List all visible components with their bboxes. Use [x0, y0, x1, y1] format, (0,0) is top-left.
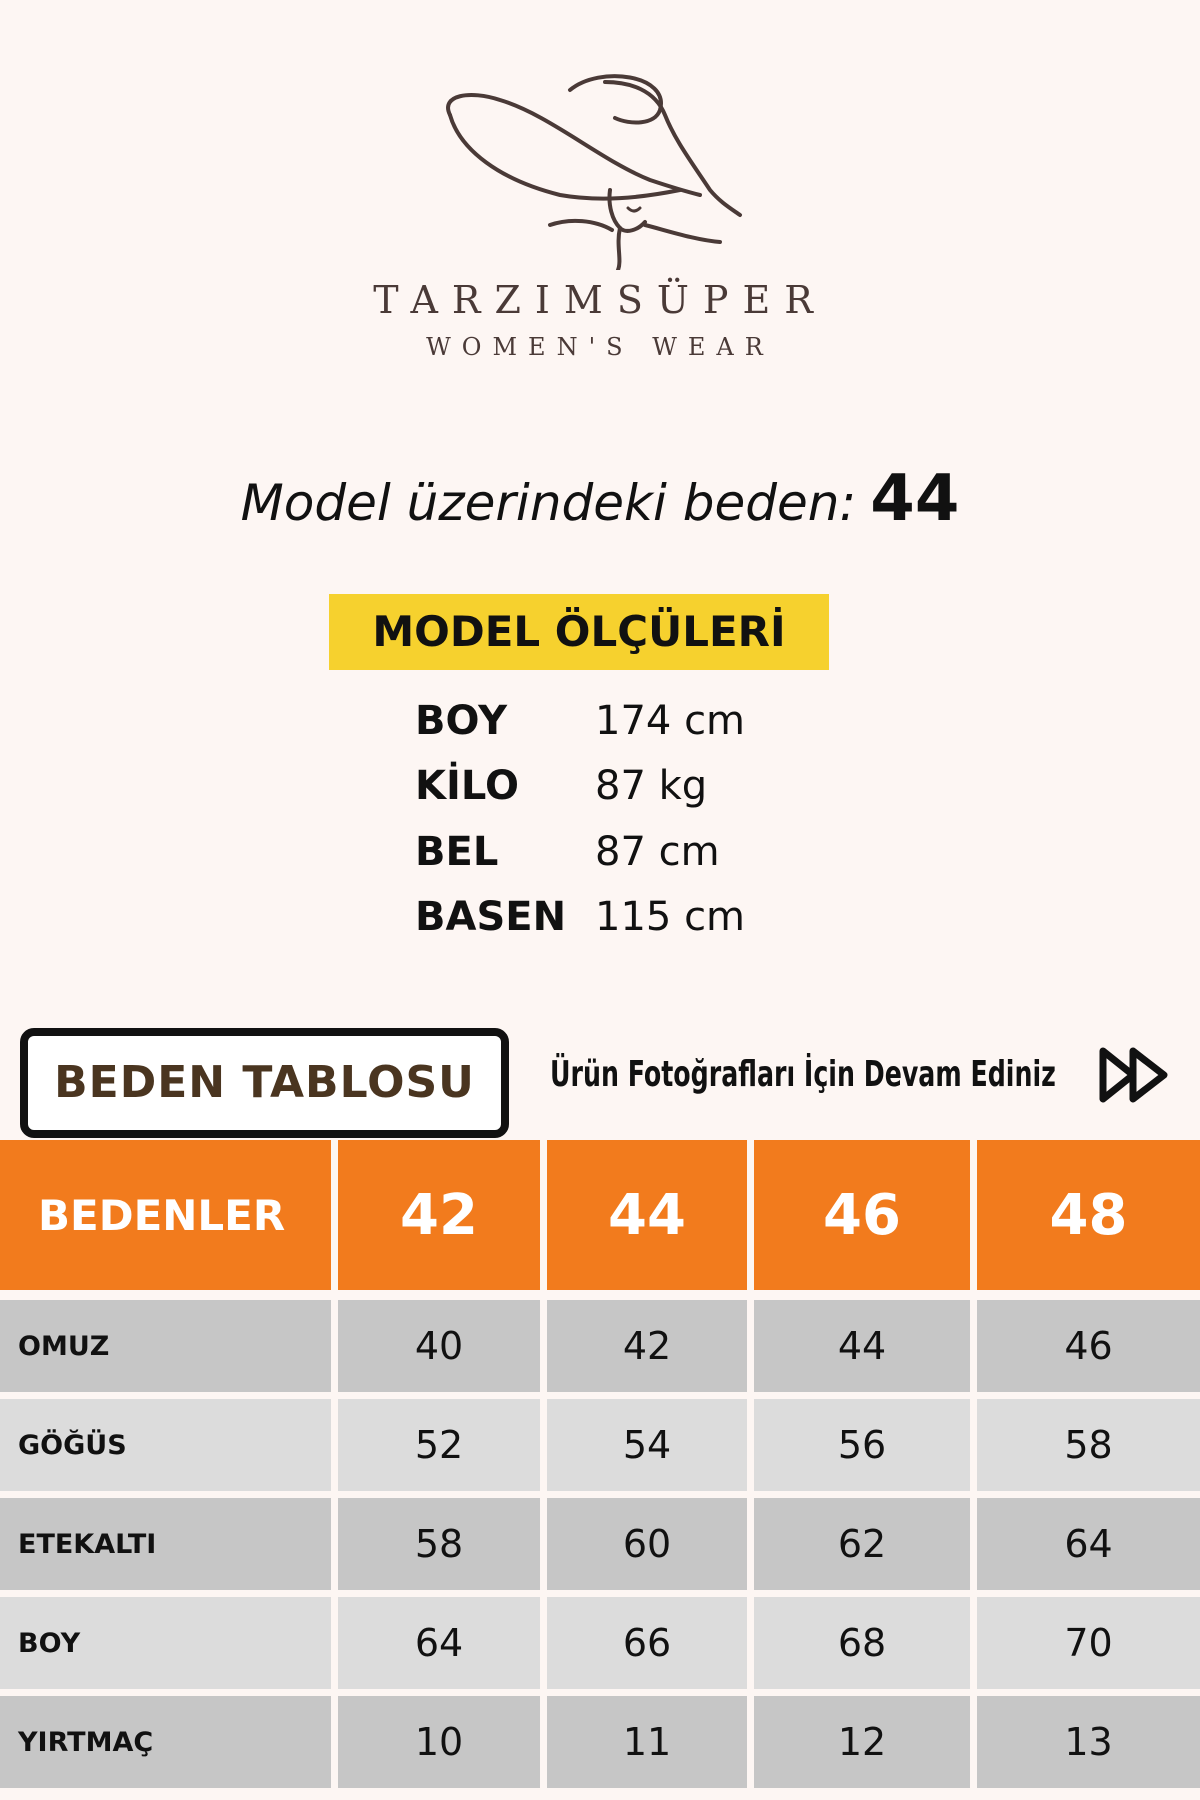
measurement-label: BEL — [415, 829, 499, 875]
model-size-label: Model üzerindeki beden: — [240, 474, 857, 532]
woman-hat-logo-icon — [440, 70, 760, 270]
row-label: YIRTMAÇ — [0, 1696, 338, 1795]
size-chart-button[interactable]: BEDEN TABLOSU — [20, 1028, 509, 1138]
table-row — [0, 1696, 1200, 1795]
table-cell: 12 — [754, 1696, 977, 1795]
table-cell: 44 — [754, 1300, 977, 1399]
measurement-label: KİLO — [415, 763, 519, 809]
size-header-cell: 48 — [977, 1140, 1200, 1300]
row-label: ETEKALTI — [0, 1498, 338, 1597]
brand-name: TARZIMSÜPER — [373, 278, 827, 322]
table-row — [0, 1498, 1200, 1597]
row-label: BOY — [0, 1597, 338, 1696]
table-cell: 56 — [754, 1399, 977, 1498]
model-size-line — [0, 462, 1200, 536]
model-measurements-heading: MODEL ÖLÇÜLERİ — [329, 594, 829, 670]
row-label: GÖĞÜS — [0, 1399, 338, 1498]
table-cell: 66 — [547, 1597, 754, 1696]
table-cell: 40 — [338, 1300, 547, 1399]
size-header-cell: 44 — [547, 1140, 754, 1300]
table-cell: 11 — [547, 1696, 754, 1795]
size-table — [0, 1140, 1200, 1795]
size-header-cell: 46 — [754, 1140, 977, 1300]
table-cell: 64 — [977, 1498, 1200, 1597]
size-header-cell: 42 — [338, 1140, 547, 1300]
fast-forward-icon[interactable] — [1098, 1045, 1172, 1105]
continue-to-photos-link[interactable]: Ürün Fotoğrafları İçin Devam Ediniz — [550, 1054, 1056, 1095]
table-row — [0, 1597, 1200, 1696]
table-cell: 70 — [977, 1597, 1200, 1696]
table-cell: 64 — [338, 1597, 547, 1696]
measurement-label: BOY — [415, 698, 508, 744]
table-cell: 58 — [977, 1399, 1200, 1498]
table-cell: 46 — [977, 1300, 1200, 1399]
measurement-value: 115 cm — [595, 894, 746, 940]
row-label: OMUZ — [0, 1300, 338, 1399]
table-cell: 42 — [547, 1300, 754, 1399]
table-header-label: BEDENLER — [0, 1140, 338, 1300]
table-cell: 62 — [754, 1498, 977, 1597]
measurement-value: 87 cm — [595, 829, 720, 875]
table-cell: 58 — [338, 1498, 547, 1597]
measurement-value: 87 kg — [595, 763, 708, 809]
table-cell: 13 — [977, 1696, 1200, 1795]
table-header-row — [0, 1140, 1200, 1300]
table-cell: 60 — [547, 1498, 754, 1597]
table-cell: 52 — [338, 1399, 547, 1498]
table-row — [0, 1300, 1200, 1399]
table-cell: 68 — [754, 1597, 977, 1696]
table-cell: 10 — [338, 1696, 547, 1795]
table-cell: 54 — [547, 1399, 754, 1498]
brand-tagline: WOMEN'S WEAR — [426, 333, 774, 361]
measurement-value: 174 cm — [595, 698, 746, 744]
model-size-value: 44 — [870, 462, 960, 536]
measurement-label: BASEN — [415, 894, 567, 940]
table-row — [0, 1399, 1200, 1498]
